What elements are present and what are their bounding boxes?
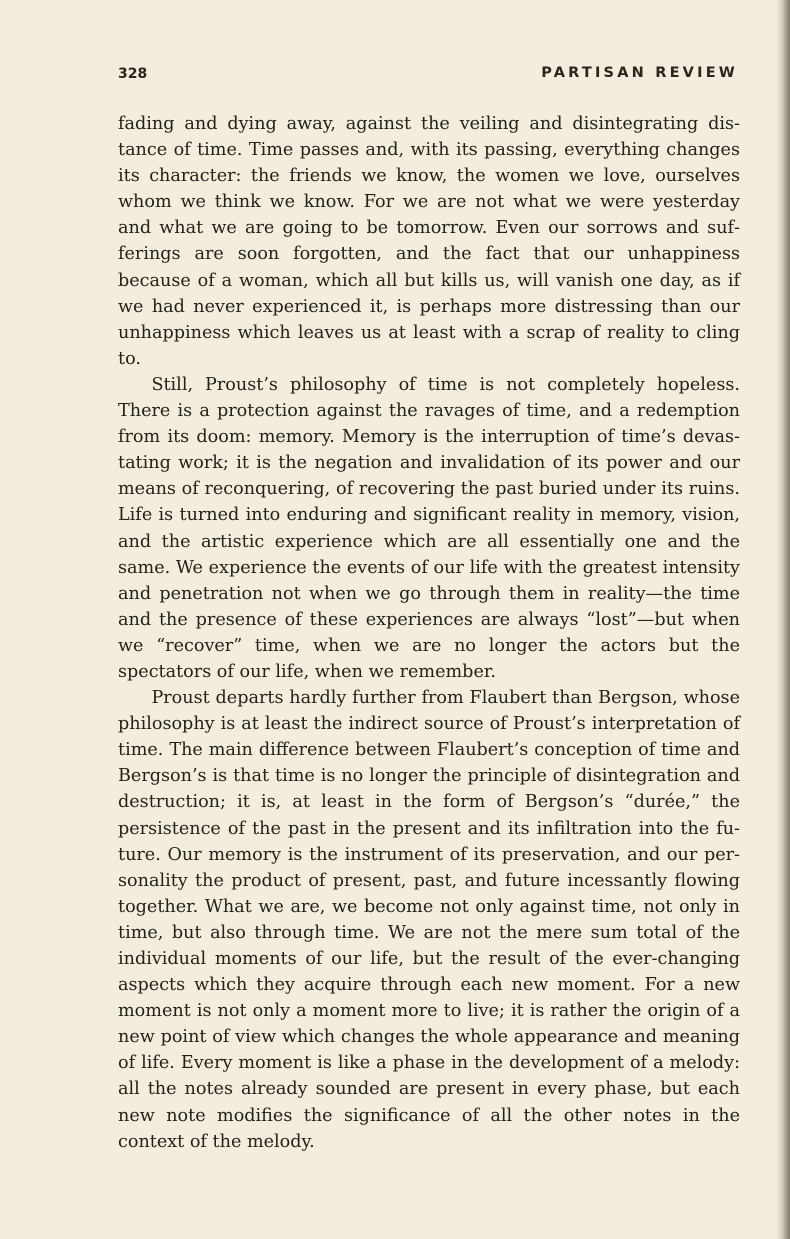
page-edge-shadow [776, 0, 790, 1239]
body-text [118, 111, 740, 1155]
paragraph-3: Proust departs hardly further from Flaubert than Bergson, whose philosophy is at least the indirect source of Proust’s interpretation of time. The main difference between Flaubert’s conception of time and Bergson’s is that time is no longer the principle of disintegration and destruction; it is, at least in the form of Bergson’s “durée,” the persistence of the past in the present and its infiltration into the future. Our memory is the instrument of its preservation, and our personality the product of present, past, and future incessantly flowing together. What we are, we become not only against time, not only in time, but also through time. We are not the mere sum total of the individual moments of our life, but the result of the ever-changing aspects which they acquire through each new moment. For a new moment is not only a moment more to live; it is rather the origin of a new point of view which changes the whole appearance and meaning of life. Every moment is like a phase in the development of a melody: all the notes already sounded are present in every phase, but each new note modifies the significance of all the other notes in the context of the melody. [118, 688, 740, 1152]
paragraph-2: Still, Proust’s philosophy of time is not completely hopeless. There is a protection against the ravages of time, and a redemption from its doom: memory. Memory is the interruption of time’s devastating work; it is the negation and invalidation of its power and our means of reconquering, of recovering the past buried under its ruins. Life is turned into enduring and significant reality in memory, vision, and the artistic experience which are all essentially one and the same. We experience the events of our life with the greatest intensity and penetration not when we go through them in reality—the time and the presence of these experiences are always “lost”—but when we “recover” time, when we are no longer the actors but the spectators of our life, when we remember. [118, 374, 740, 682]
page-number: 328 [118, 66, 148, 82]
page-header [118, 64, 738, 86]
running-head: PARTISAN REVIEW [541, 65, 738, 81]
paragraph-1: fading and dying away, against the veiling and disintegrating distance of time. Time passes and, with its passing, everything changes its character: the friends we know, the women we love, ourselves whom we think we know. For we are not what we were yesterday and what we are going to be tomorrow. Even our sorrows and sufferings are soon forgotten, and the fact that our unhappiness because of a woman, which all but kills us, will vanish one day, as if we had never experienced it, is perhaps more distressing than our unhappiness which leaves us at least with a scrap of reality to cling to. [118, 114, 740, 369]
